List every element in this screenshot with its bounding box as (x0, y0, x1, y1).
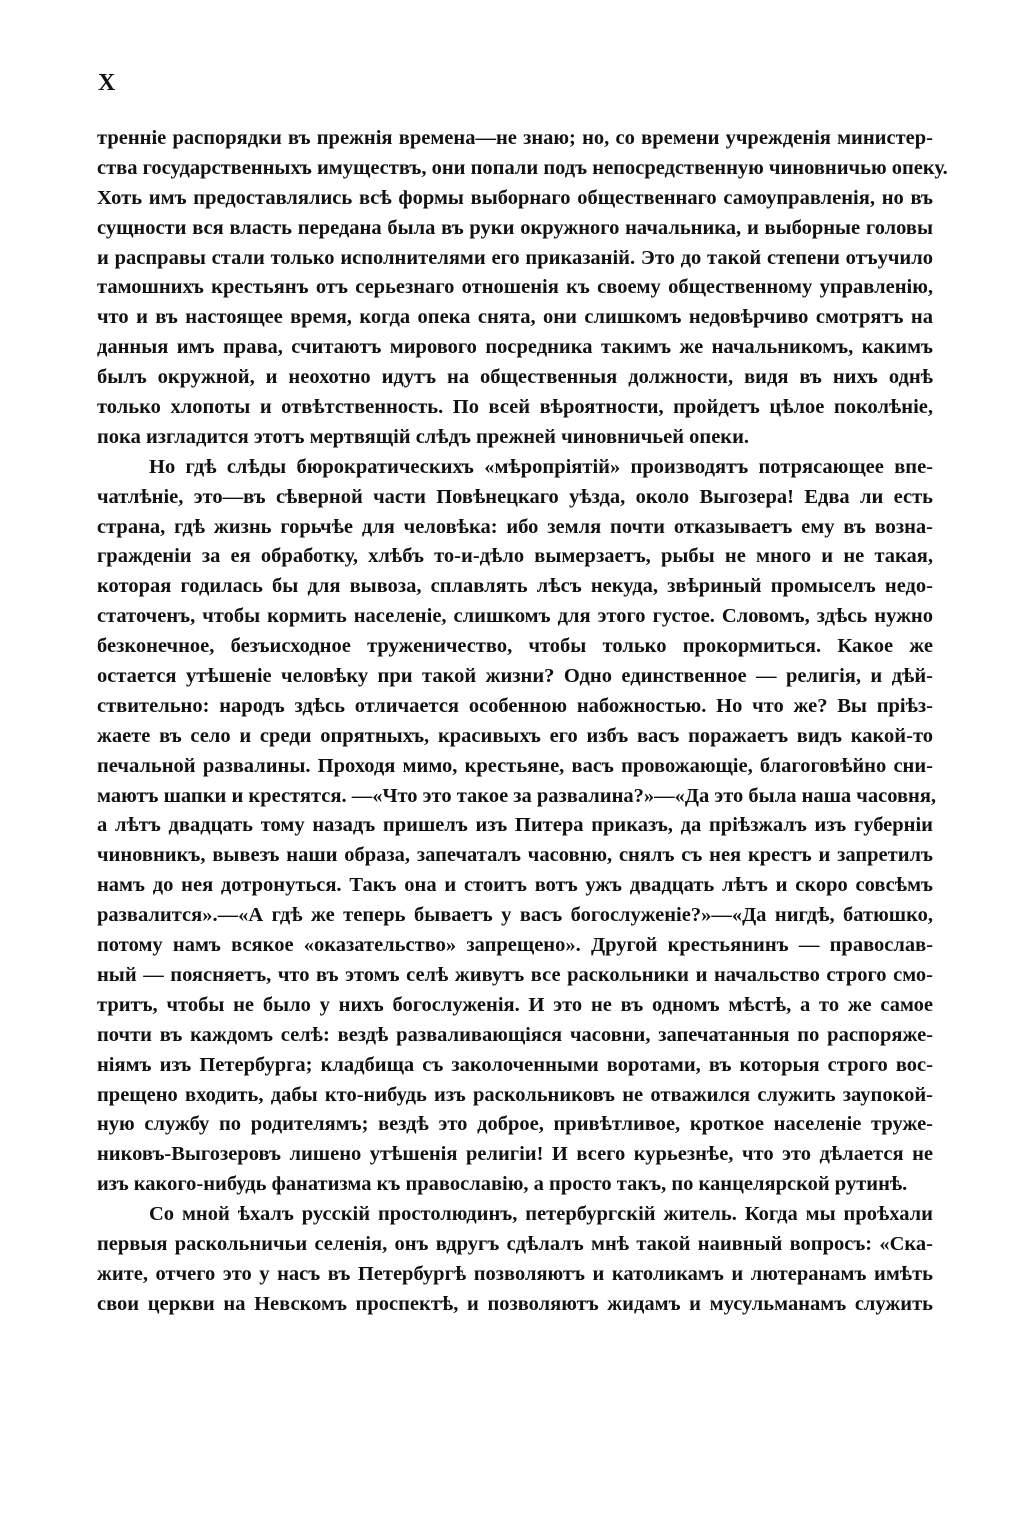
text-line: только хлопоты и отвѣтственность. По всей вѣроятности, пройдетъ цѣлое поколѣніе, (97, 396, 933, 419)
text-line: никовъ-Выгозеровъ лишено утѣшенія религіи! И всего курьезнѣе, что это дѣлается не (97, 1143, 933, 1166)
text-line: сущности вся власть передана была въ руки окружного начальника, и выборные головы (97, 216, 933, 239)
text-line: печальной развалины. Проходя мимо, крестьяне, васъ провожающіе, благоговѣйно сни- (97, 754, 933, 777)
text-line: изъ какого-нибудь фанатизма къ православію, а просто такъ, по канцелярской рутинѣ. (97, 1173, 908, 1196)
text-line: страна, гдѣ жизнь горьчѣе для человѣка: ибо земля почти отказываетъ ему въ возна- (97, 515, 933, 538)
text-line: остается утѣшеніе человѣку при такой жизни? Одно единственное — религія, и дѣй- (97, 665, 933, 688)
text-line: ствительно: народъ здѣсь отличается особенною набожностью. Но что же? Вы пріѣз- (97, 694, 933, 717)
text-line: Со мной ѣхалъ русскій простолюдинъ, петербургскій житель. Когда мы проѣхали (149, 1203, 933, 1226)
text-line: прещено входить, дабы кто-нибудь изъ раскольниковъ не отважился служить заупокой- (97, 1083, 933, 1106)
text-line: маютъ шапки и крестятся. —«Что это такое за развалина?»—«Да это была наша часовня, (97, 784, 937, 807)
body-text (97, 124, 948, 1320)
text-line: данныя имъ права, считаютъ мирового посредника такимъ же начальникомъ, какимъ (97, 336, 933, 359)
text-line: а лѣтъ двадцать тому назадъ пришелъ изъ Питера приказъ, да пріѣзжалъ изъ губерніи (97, 814, 933, 837)
text-line: свои церкви на Невскомъ проспектѣ, и позволяютъ жидамъ и мусульманамъ служить (97, 1292, 933, 1315)
text-line: безконечное, безъисходное труженичество, чтобы только прокормиться. Какое же (97, 635, 933, 658)
text-line: статоченъ, чтобы кормить населеніе, слишкомъ для этого густое. Словомъ, здѣсь нужно (97, 605, 933, 628)
text-line: что и въ настоящее время, когда опека снята, они слишкомъ недовѣрчиво смотрятъ на (97, 306, 933, 329)
paragraph (97, 124, 948, 453)
text-line: былъ окружной, и неохотно идутъ на общественныя должности, видя въ нихъ однѣ (97, 366, 933, 389)
paragraph (97, 453, 937, 1200)
text-line: тренніе распорядки въ прежнія времена—не знаю; но, со времени учрежденія министер- (97, 127, 933, 149)
text-line: тритъ, чтобы не было у нихъ богослуженія. И это не въ одномъ мѣстѣ, а то же самое (97, 993, 933, 1016)
text-line: которая годилась бы для вывоза, сплавлять лѣсъ некуда, звѣриный промыселъ недо- (97, 575, 933, 598)
text-line: первыя раскольничьи селенія, онъ вдругъ сдѣлалъ мнѣ такой наивный вопросъ: «Ска- (97, 1232, 933, 1255)
text-line: жите, отчего это у насъ въ Петербургѣ позволяютъ и католикамъ и лютеранамъ имѣть (97, 1262, 933, 1285)
text-line: ніямъ изъ Петербурга; кладбища съ заколоченными воротами, въ которыя строго вос- (97, 1053, 933, 1076)
text-line: намъ до нея дотронуться. Такъ она и стоитъ вотъ ужъ двадцать лѣтъ и скоро совсѣмъ (97, 874, 933, 897)
page-number: X (98, 70, 116, 96)
text-line: ную службу по родителямъ; вездѣ это доброе, привѣтливое, кроткое населеніе труже- (97, 1113, 933, 1136)
text-line: пока изгладится этотъ мертвящій слѣдъ прежней чиновничьей опеки. (97, 425, 750, 448)
text-line: Хоть имъ предоставлялись всѣ формы выборнаго общественнаго самоуправленія, но въ (97, 186, 933, 209)
text-line: ства государственныхъ имуществъ, они попали подъ непосредственную чиновничью опеку. (97, 156, 948, 179)
text-line: и расправы стали только исполнителями его приказаній. Это до такой степени отъучило (97, 246, 933, 269)
text-line: потому намъ всякое «оказательство» запрещено». Другой крестьянинъ — православ- (97, 934, 933, 957)
text-line: тамошнихъ крестьянъ отъ серьезнаго отношенія къ своему общественному управленію, (97, 276, 933, 299)
text-line: ный — поясняетъ, что въ этомъ селѣ живутъ все раскольники и начальство строго смо- (97, 963, 933, 986)
text-line: чиновникъ, вывезъ наши образа, запечаталъ часовню, снялъ съ нея крестъ и запретилъ (97, 844, 933, 867)
text-line: жаете въ село и среди опрятныхъ, красивыхъ его избъ васъ поражаетъ видъ какой-то (97, 724, 933, 747)
text-line: чатлѣніе, это—въ сѣверной части Повѣнецкаго уѣзда, около Выгозера! Едва ли есть (97, 485, 933, 508)
text-line: почти въ каждомъ селѣ: вездѣ разваливающіяся часовни, запечатанныя по распоряже- (97, 1023, 933, 1046)
paragraph (97, 1200, 933, 1320)
text-line: развалится».—«А гдѣ же теперь бываетъ у васъ богослуженіе?»—«Да нигдѣ, батюшко, (97, 904, 933, 927)
text-line: гражденіи за ея обработку, хлѣбъ то-и-дѣло вымерзаетъ, рыбы не много и не такая, (97, 545, 933, 568)
text-line: Но гдѣ слѣды бюрократическихъ «мѣропріятій» производятъ потрясающее впе- (149, 455, 933, 478)
